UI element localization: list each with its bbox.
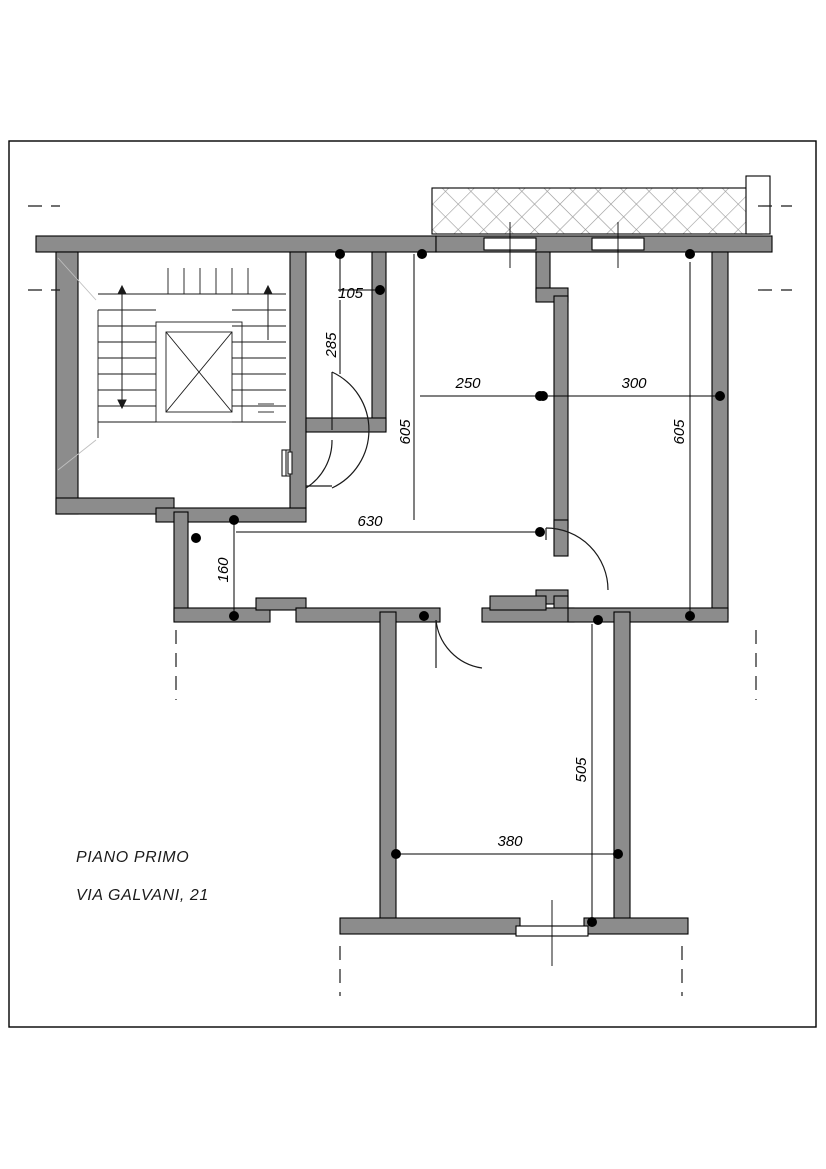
- dim-label-160: 160: [215, 557, 232, 583]
- dim-dot-250-a: [418, 250, 427, 259]
- dim-dot-160-b: [230, 612, 239, 621]
- wall-lower-bottom-left: [340, 918, 520, 934]
- entrance-door-symbol: [282, 450, 292, 476]
- wall-mid-vertical-upper2: [554, 296, 568, 528]
- door-swing-hall-2: [306, 440, 332, 488]
- wall-right-exterior: [712, 252, 728, 618]
- wall-left-exterior: [56, 252, 78, 514]
- door-swing-lower-room: [436, 620, 482, 668]
- stair-treads-left: [98, 294, 286, 438]
- stair-treads-right: [232, 310, 286, 422]
- dim-dot-corridor-left: [420, 612, 429, 621]
- dim-dot-505-b: [588, 918, 597, 927]
- dim-dot-300-a: [539, 392, 548, 401]
- stair-balusters: [168, 268, 248, 294]
- title-line-2: VIA GALVANI, 21: [76, 887, 209, 904]
- dim-label-105: 105: [338, 285, 364, 302]
- wall-top-left: [36, 236, 436, 252]
- staircase: [58, 258, 286, 470]
- dim-label-605-right: 605: [671, 419, 688, 445]
- dim-dot-380-b: [614, 850, 623, 859]
- dim-dot-105-b: [376, 286, 385, 295]
- wall-lower-left-vertical: [380, 612, 396, 930]
- wall-corridor-top-left: [174, 512, 188, 620]
- dim-dot-605-right-bottom: [686, 612, 695, 621]
- dim-label-605-left: 605: [397, 419, 414, 445]
- wall-mid-vertical-upper3: [554, 520, 568, 556]
- dim-label-285: 285: [323, 332, 340, 358]
- wall-partition-hall-cap: [306, 418, 386, 432]
- dim-label-630: 630: [357, 513, 383, 530]
- balcony-rail-right: [746, 176, 770, 234]
- dimension-lines: [192, 250, 725, 927]
- dim-dot-630-b: [536, 528, 545, 537]
- dim-dot-630-a: [230, 516, 239, 525]
- title-line-1: PIANO PRIMO: [76, 849, 190, 866]
- wall-lower-bottom-right: [584, 918, 688, 934]
- dim-label-250: 250: [455, 375, 481, 392]
- dim-label-505: 505: [573, 757, 590, 783]
- dim-dot-corridor-right: [594, 616, 603, 625]
- title-block: [76, 849, 209, 904]
- axis-dashed-lines: [28, 206, 792, 996]
- dim-dot-300-b: [716, 392, 725, 401]
- dim-dot-630-c: [192, 534, 201, 543]
- wall-corridor-horizontal-right2: [568, 608, 728, 622]
- wall-corridor-horizontal-mid: [296, 608, 440, 622]
- dim-label-380: 380: [497, 833, 523, 850]
- wall-corridor-step2: [490, 596, 546, 610]
- wall-partition-hall-top: [372, 252, 386, 430]
- wall-lower-right-vertical: [614, 612, 630, 930]
- balcony-slab: [432, 188, 762, 234]
- dim-dot-380-a: [392, 850, 401, 859]
- dim-dot-300-top: [686, 250, 695, 259]
- dim-label-300: 300: [621, 375, 647, 392]
- walls-group: [36, 176, 772, 936]
